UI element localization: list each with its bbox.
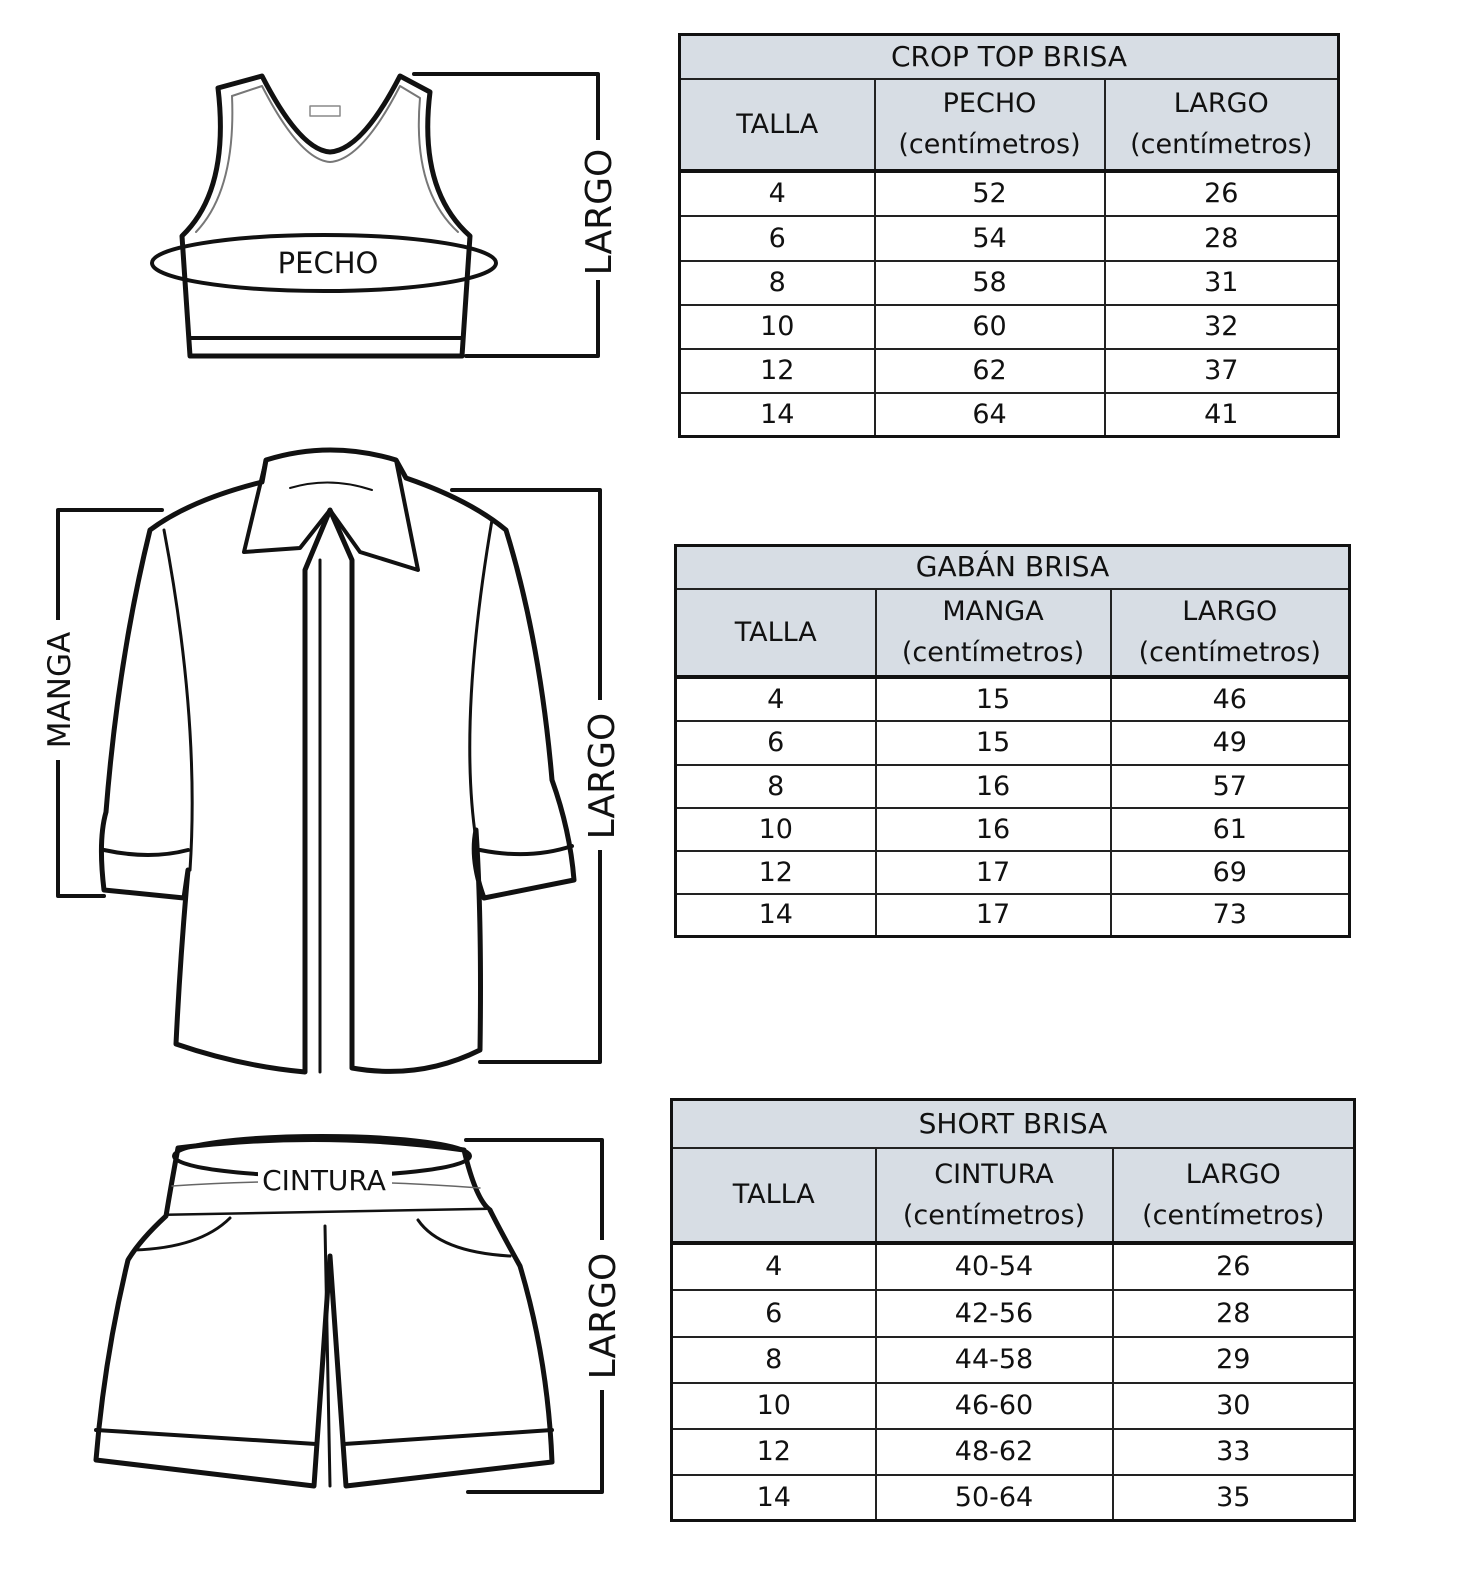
table-row bbox=[676, 808, 1350, 851]
column-header-talla: TALLA bbox=[680, 79, 875, 171]
sleeve-label: MANGA bbox=[42, 631, 78, 749]
size-cell: 12 bbox=[676, 851, 876, 894]
size-cell: 8 bbox=[672, 1337, 876, 1383]
table-title: SHORT BRISA bbox=[672, 1100, 1355, 1148]
column-header-talla: TALLA bbox=[672, 1148, 876, 1243]
value-cell: 61 bbox=[1111, 808, 1350, 851]
crop-top-drawing bbox=[152, 74, 598, 356]
value-cell: 16 bbox=[876, 765, 1111, 808]
value-cell: 28 bbox=[1113, 1290, 1355, 1337]
table-row bbox=[676, 677, 1350, 721]
size-cell: 6 bbox=[676, 721, 876, 765]
value-cell: 37 bbox=[1105, 349, 1339, 393]
value-cell: 40-54 bbox=[876, 1243, 1113, 1290]
size-cell: 14 bbox=[676, 894, 876, 937]
table-row bbox=[680, 349, 1339, 393]
table-row bbox=[676, 765, 1350, 808]
size-cell: 6 bbox=[680, 216, 875, 261]
table-row bbox=[672, 1337, 1355, 1383]
value-cell: 54 bbox=[875, 216, 1105, 261]
chest-label: PECHO bbox=[277, 246, 379, 280]
table-row bbox=[676, 894, 1350, 937]
column-header-manga: MANGA (centímetros) bbox=[876, 589, 1111, 677]
value-cell: 29 bbox=[1113, 1337, 1355, 1383]
size-cell: 4 bbox=[680, 171, 875, 216]
value-cell: 17 bbox=[876, 851, 1111, 894]
table-row bbox=[680, 305, 1339, 349]
column-header-cintura: CINTURA (centímetros) bbox=[876, 1148, 1113, 1243]
value-cell: 50-64 bbox=[876, 1475, 1113, 1521]
size-cell: 4 bbox=[676, 677, 876, 721]
value-cell: 32 bbox=[1105, 305, 1339, 349]
value-cell: 17 bbox=[876, 894, 1111, 937]
column-header-largo: LARGO (centímetros) bbox=[1113, 1148, 1355, 1243]
value-cell: 35 bbox=[1113, 1475, 1355, 1521]
table-row bbox=[680, 171, 1339, 216]
short-length-label: LARGO bbox=[583, 1252, 624, 1380]
value-cell: 15 bbox=[876, 721, 1111, 765]
table-row bbox=[672, 1383, 1355, 1429]
table-row bbox=[672, 1475, 1355, 1521]
crop-top-size-table bbox=[678, 33, 1340, 438]
table-row bbox=[672, 1429, 1355, 1475]
gaban-length-label: LARGO bbox=[582, 712, 623, 840]
value-cell: 15 bbox=[876, 677, 1111, 721]
value-cell: 16 bbox=[876, 808, 1111, 851]
value-cell: 49 bbox=[1111, 721, 1350, 765]
value-cell: 57 bbox=[1111, 765, 1350, 808]
table-title: GABÁN BRISA bbox=[676, 546, 1350, 589]
table-row bbox=[680, 393, 1339, 437]
size-cell: 8 bbox=[680, 261, 875, 305]
value-cell: 46-60 bbox=[876, 1383, 1113, 1429]
value-cell: 73 bbox=[1111, 894, 1350, 937]
gaban-drawing bbox=[58, 450, 600, 1072]
gaban-size-table bbox=[674, 544, 1351, 938]
value-cell: 28 bbox=[1105, 216, 1339, 261]
size-cell: 14 bbox=[680, 393, 875, 437]
size-cell: 12 bbox=[680, 349, 875, 393]
table-row bbox=[680, 216, 1339, 261]
value-cell: 26 bbox=[1113, 1243, 1355, 1290]
value-cell: 48-62 bbox=[876, 1429, 1113, 1475]
size-cell: 10 bbox=[676, 808, 876, 851]
table-row bbox=[680, 261, 1339, 305]
column-header-largo: LARGO (centímetros) bbox=[1111, 589, 1350, 677]
short-size-table bbox=[670, 1098, 1356, 1522]
table-row bbox=[672, 1290, 1355, 1337]
table-row bbox=[676, 851, 1350, 894]
table-title: CROP TOP BRISA bbox=[680, 35, 1339, 79]
size-cell: 10 bbox=[672, 1383, 876, 1429]
size-cell: 8 bbox=[676, 765, 876, 808]
value-cell: 26 bbox=[1105, 171, 1339, 216]
value-cell: 58 bbox=[875, 261, 1105, 305]
value-cell: 69 bbox=[1111, 851, 1350, 894]
column-header-largo: LARGO (centímetros) bbox=[1105, 79, 1339, 171]
value-cell: 62 bbox=[875, 349, 1105, 393]
size-cell: 12 bbox=[672, 1429, 876, 1475]
table-row bbox=[676, 721, 1350, 765]
size-cell: 6 bbox=[672, 1290, 876, 1337]
crop-length-label: LARGO bbox=[579, 148, 620, 276]
value-cell: 64 bbox=[875, 393, 1105, 437]
size-cell: 10 bbox=[680, 305, 875, 349]
value-cell: 41 bbox=[1105, 393, 1339, 437]
value-cell: 33 bbox=[1113, 1429, 1355, 1475]
value-cell: 60 bbox=[875, 305, 1105, 349]
size-cell: 14 bbox=[672, 1475, 876, 1521]
column-header-pecho: PECHO (centímetros) bbox=[875, 79, 1105, 171]
table-row bbox=[672, 1243, 1355, 1290]
value-cell: 30 bbox=[1113, 1383, 1355, 1429]
value-cell: 42-56 bbox=[876, 1290, 1113, 1337]
value-cell: 44-58 bbox=[876, 1337, 1113, 1383]
value-cell: 31 bbox=[1105, 261, 1339, 305]
value-cell: 52 bbox=[875, 171, 1105, 216]
size-cell: 4 bbox=[672, 1243, 876, 1290]
column-header-talla: TALLA bbox=[676, 589, 876, 677]
value-cell: 46 bbox=[1111, 677, 1350, 721]
waist-label: CINTURA bbox=[262, 1164, 386, 1197]
